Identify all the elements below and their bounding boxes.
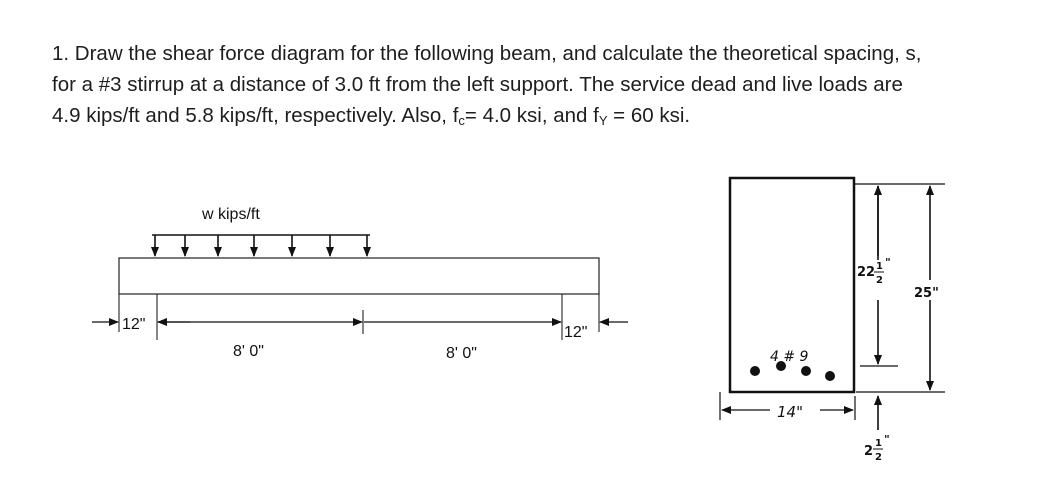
rebar	[801, 366, 811, 376]
rebar	[825, 371, 835, 381]
problem-line-2: for a #3 stirrup at a distance of 3.0 ft from the left support. The service dead and live loads are	[52, 73, 903, 96]
rebar	[750, 366, 760, 376]
beam-body	[119, 258, 599, 294]
problem-line-3-a: 4.9 kips/ft and 5.8 kips/ft, respectively. Also, f	[52, 104, 459, 127]
distributed-load-arrows	[152, 235, 370, 256]
problem-line-3-b: = 4.0 ksi, and f	[464, 104, 599, 127]
fc-subscript: c	[458, 113, 465, 128]
overhang-right-label: 12"	[564, 324, 588, 341]
fy-subscript: Y	[598, 113, 608, 128]
svg-text:1: 1	[875, 438, 882, 449]
svg-text:2: 2	[864, 444, 874, 459]
effective-depth-label	[857, 256, 891, 286]
problem-line-3-c: = 60 ksi.	[607, 104, 691, 127]
svg-text:2: 2	[875, 452, 882, 463]
total-depth-label: 25"	[914, 286, 939, 301]
load-label: w kips/ft	[202, 206, 260, 223]
svg-text:": "	[884, 433, 890, 446]
width-label: 14"	[777, 403, 803, 421]
svg-text:2: 2	[876, 275, 883, 286]
svg-text:22: 22	[857, 265, 876, 280]
problem-line-1: 1. Draw the shear force diagram for the following beam, and calculate the theoretical spacing, s,	[52, 42, 922, 65]
overhang-left-label: 12"	[122, 316, 146, 333]
svg-text:": "	[885, 256, 891, 269]
dimension-ticks	[119, 294, 599, 340]
span-left-label: 8' 0"	[233, 343, 264, 360]
svg-text:1: 1	[876, 261, 883, 272]
beam-cross-section	[720, 178, 945, 463]
bars-label: 4 # 9	[770, 349, 809, 365]
span-right-label: 8' 0"	[446, 345, 477, 362]
cover-label	[864, 433, 890, 463]
beam-elevation	[92, 206, 628, 362]
section-extension-lines	[720, 184, 945, 420]
